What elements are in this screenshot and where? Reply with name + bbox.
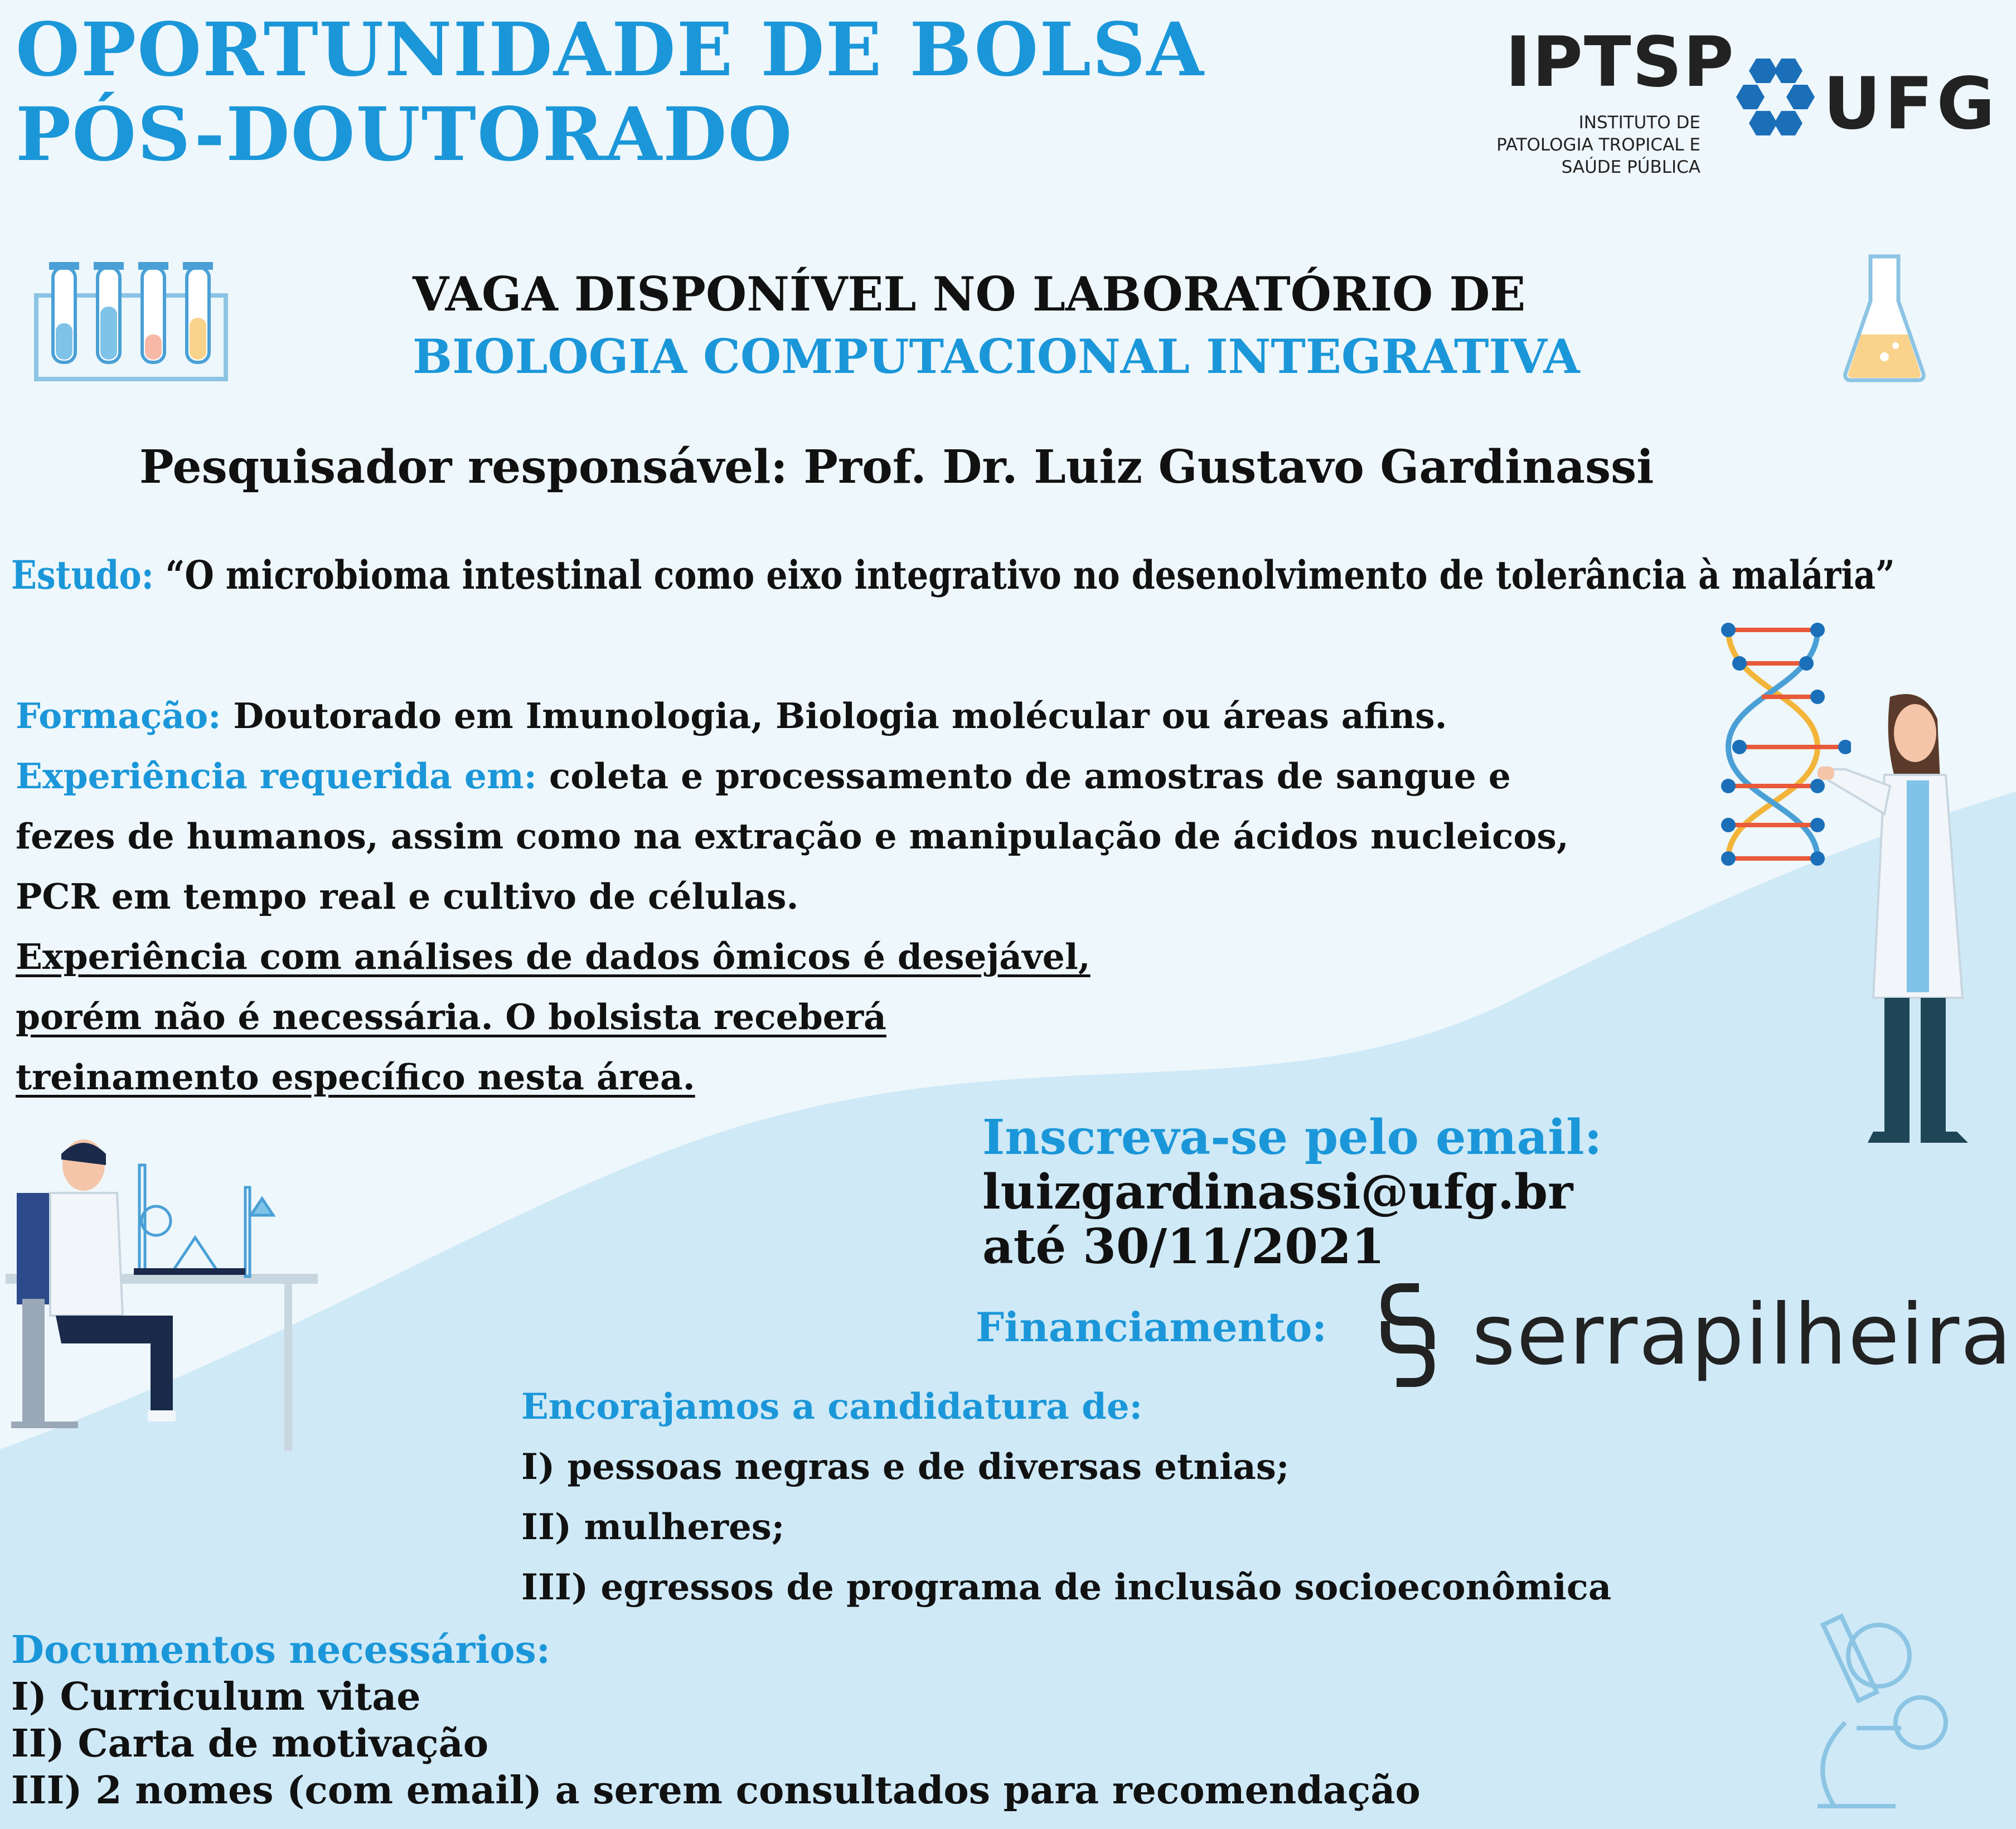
omics-line-3: treinamento específico nesta área.: [16, 1056, 695, 1098]
apply-section: [982, 1110, 1602, 1274]
study: [11, 552, 1895, 598]
lab-title-line-1: VAGA DISPONÍVEL NO LABORATÓRIO DE: [413, 266, 1526, 322]
encourage-item: II) mulheres;: [521, 1506, 785, 1548]
iptsp-subtitle: INSTITUTO DE PATOLOGIA TROPICAL E SAÚDE PÚBLICA: [1496, 113, 1700, 177]
omics-line-1: Experiência com análises de dados ômicos é desejável,: [16, 936, 1091, 977]
experience-text-3: PCR em tempo real e cultivo de células.: [16, 876, 799, 917]
female-scientist-illustration: [1812, 686, 2002, 1148]
document-item: III) 2 nomes (com email) a serem consultados para recomendação: [11, 1768, 1421, 1813]
serrapilheira-logo: serrapilheira: [1472, 1287, 2013, 1384]
document-item: I) Curriculum vitae: [11, 1675, 421, 1719]
lab-title-line-2: BIOLOGIA COMPUTACIONAL INTEGRATIVA: [413, 329, 1580, 384]
formacao-text: Doutorado em Imunologia, Biologia molécular ou áreas afins.: [221, 695, 1447, 736]
study-text: “O microbioma intestinal como eixo integrativo no desenolvimento de tolerância à malária”: [153, 552, 1895, 598]
iptsp-logo: IPTSP: [1505, 22, 1735, 103]
requirements: [16, 686, 1569, 1107]
apply-label: Inscreva-se pelo email:: [982, 1109, 1602, 1166]
experience-text-1: coleta e processamento de amostras de sangue e: [536, 755, 1511, 797]
document-item: II) Carta de motivação: [11, 1721, 489, 1766]
formacao-label: Formação:: [16, 695, 221, 736]
omics-line-2: porém não é necessária. O bolsista receberá: [16, 996, 886, 1037]
male-scientist-illustration: [6, 1132, 318, 1455]
ufg-logo: UFG: [1823, 62, 1999, 145]
microscope-icon: [1784, 1594, 1951, 1817]
study-label: Estudo:: [11, 552, 154, 598]
title-line-1: OPORTUNIDADE DE BOLSA: [16, 7, 1205, 93]
researcher: Pesquisador responsável: Prof. Dr. Luiz Gustavo Gardinassi: [139, 440, 1654, 494]
apply-email[interactable]: luizgardinassi@ufg.br: [982, 1164, 1573, 1220]
experience-text-2: fezes de humanos, assim como na extração e manipulação de ácidos nucleicos,: [16, 816, 1569, 857]
documents-label: Documentos necessários:: [11, 1628, 550, 1672]
encourage-label: Encorajamos a candidatura de:: [521, 1386, 1143, 1428]
ufg-hexagon-icon: [1728, 56, 1818, 139]
title-line-2: PÓS-DOUTORADO: [16, 91, 793, 178]
apply-deadline: até 30/11/2021: [982, 1219, 1385, 1275]
encourage-section: [521, 1377, 1611, 1618]
encourage-item: I) pessoas negras e de diversas etnias;: [521, 1446, 1290, 1488]
funding-label: Financiamento:: [976, 1303, 1327, 1351]
flask-icon: [1840, 251, 1929, 385]
serrapilheira-logo-icon: [1380, 1282, 1436, 1388]
test-tubes-icon: [33, 262, 229, 385]
documents-section: [11, 1627, 1421, 1814]
page-title: [16, 8, 1205, 177]
encourage-item: III) egressos de programa de inclusão socioeconômica: [521, 1566, 1612, 1608]
experience-label: Experiência requerida em:: [16, 755, 537, 797]
